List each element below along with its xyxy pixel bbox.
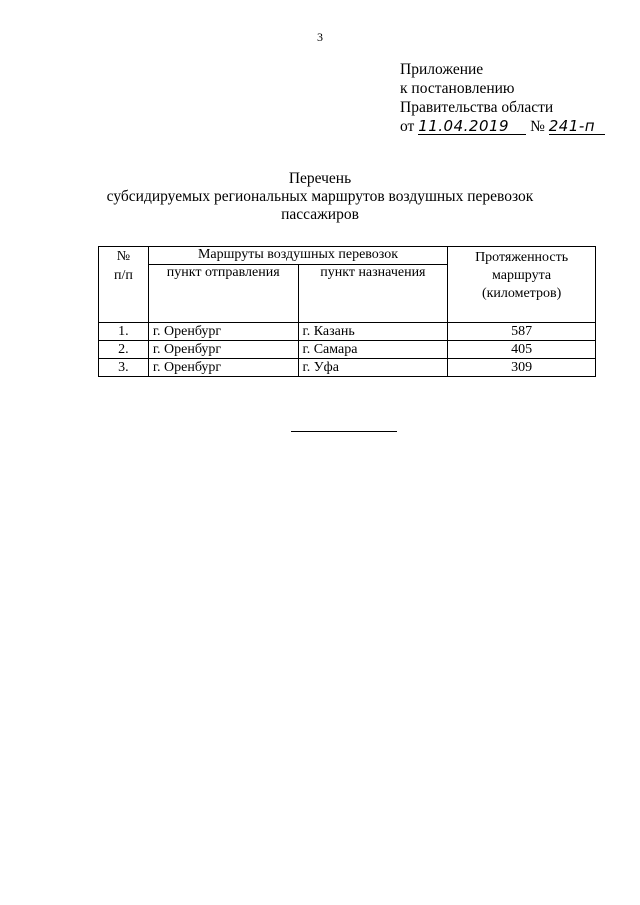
header-length: Протяженность маршрута (километров) — [448, 247, 596, 323]
row-departure: г. Оренбург — [148, 359, 298, 377]
appendix-date-line — [400, 117, 605, 136]
header-num: № п/п — [99, 247, 149, 323]
handwritten-date: 11.04.2019 — [418, 117, 510, 135]
routes-table — [98, 246, 596, 377]
header-destination: пункт назначения — [298, 265, 448, 323]
row-num: 2. — [99, 341, 149, 359]
appendix-block — [400, 60, 605, 136]
table-row — [99, 359, 596, 377]
header-departure: пункт отправления — [148, 265, 298, 323]
from-label: от — [400, 118, 415, 135]
row-destination: г. Уфа — [298, 359, 448, 377]
title-line-2: субсидируемых региональных маршрутов воздушных перевозок — [106, 188, 534, 205]
title-line-3: пассажиров — [281, 206, 359, 223]
document-title — [0, 170, 640, 224]
closing-rule — [291, 431, 397, 432]
date-field — [418, 119, 526, 135]
row-length: 309 — [448, 359, 596, 377]
appendix-line-1: Приложение — [400, 61, 484, 78]
handwritten-number: 241-п — [548, 117, 596, 135]
row-destination: г. Казань — [298, 323, 448, 341]
table-header-row — [99, 247, 596, 265]
row-length: 405 — [448, 341, 596, 359]
table-row — [99, 341, 596, 359]
header-routes-group: Маршруты воздушных перевозок — [148, 247, 447, 265]
row-departure: г. Оренбург — [148, 341, 298, 359]
number-field — [549, 119, 605, 135]
row-departure: г. Оренбург — [148, 323, 298, 341]
row-num: 3. — [99, 359, 149, 377]
row-destination: г. Самара — [298, 341, 448, 359]
table-row — [99, 323, 596, 341]
number-label: № — [530, 118, 545, 135]
row-num: 1. — [99, 323, 149, 341]
appendix-line-2: к постановлению — [400, 80, 515, 97]
page-number: 3 — [317, 30, 323, 44]
title-line-1: Перечень — [288, 170, 352, 187]
row-length: 587 — [448, 323, 596, 341]
appendix-line-3: Правительства области — [400, 99, 554, 116]
